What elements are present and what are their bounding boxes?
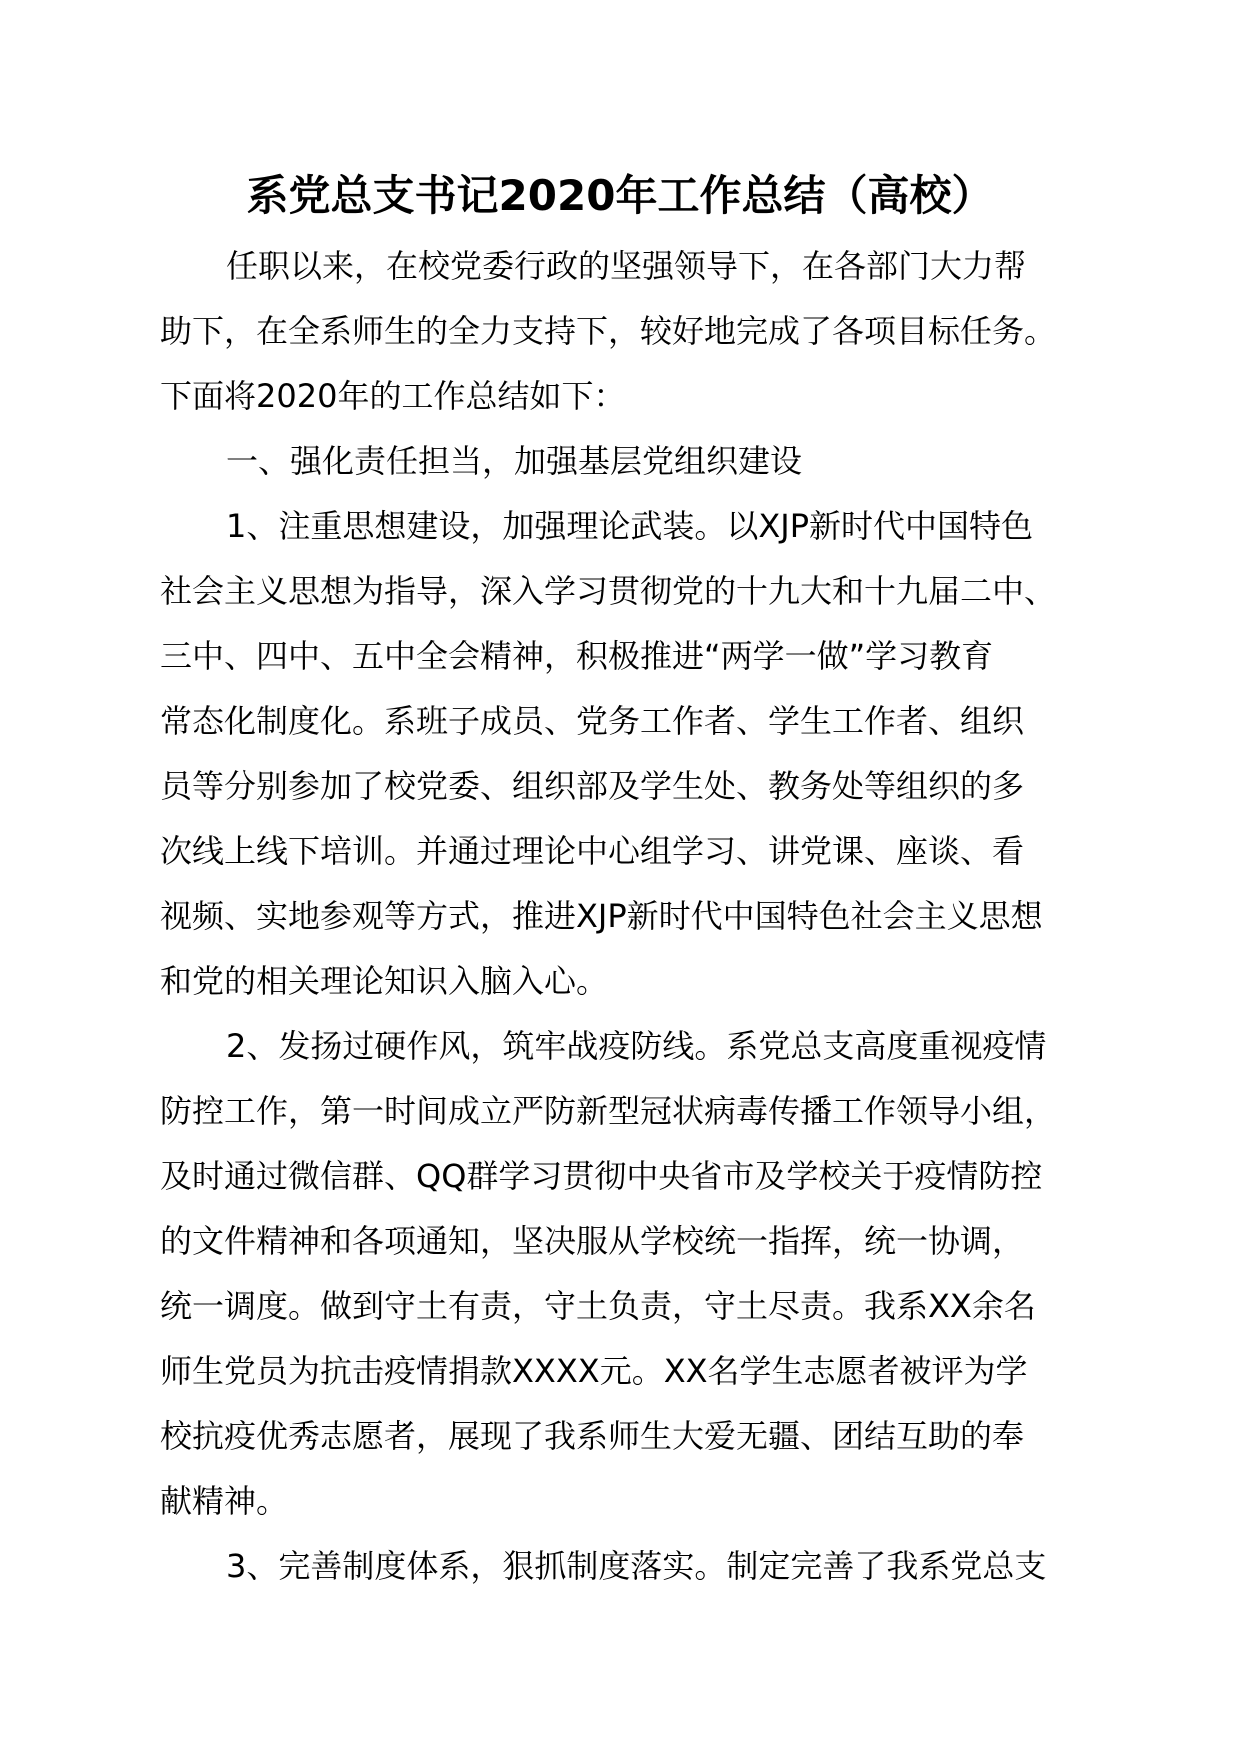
- text-line: 献精神。: [160, 1482, 289, 1520]
- text-line: 助下，在全系师生的全力支持下，较好地完成了各项目标任务。: [160, 312, 1057, 350]
- text-line: 三中、四中、五中全会精神，积极推进“两学一做”学习教育: [160, 637, 994, 675]
- text-line: 常态化制度化。系班子成员、党务工作者、学生工作者、组织: [160, 702, 1025, 740]
- text-line: 及时通过微信群、QQ群学习贯彻中央省市及学校关于疫情防控: [160, 1157, 1043, 1195]
- text-line: 3、完善制度体系，狠抓制度落实。制定完善了我系党总支: [226, 1547, 1047, 1585]
- text-line: 1、注重思想建设，加强理论武装。以XJP新时代中国特色: [226, 507, 1034, 545]
- text-line: 任职以来，在校党委行政的坚强领导下，在各部门大力帮: [226, 247, 1027, 285]
- text-line: 2、发扬过硬作风，筑牢战疫防线。系党总支高度重视疫情: [226, 1027, 1047, 1065]
- text-line: 校抗疫优秀志愿者，展现了我系师生大爱无疆、团结互助的奉: [160, 1417, 1025, 1455]
- text-line: 的文件精神和各项通知，坚决服从学校统一指挥，统一协调，: [160, 1222, 1025, 1260]
- document-body: [160, 234, 1120, 1599]
- text-line: 次线上线下培训。并通过理论中心组学习、讲党课、座谈、看: [160, 832, 1025, 870]
- text-line: 社会主义思想为指导，深入学习贯彻党的十九大和十九届二中、: [160, 572, 1057, 610]
- text-line: 下面将2020年的工作总结如下：: [160, 377, 626, 415]
- text-line: 统一调度。做到守土有责，守土负责，守土尽责。我系XX余名: [160, 1287, 1036, 1325]
- document-title: 系党总支书记2020年工作总结（高校）: [246, 171, 994, 220]
- text-line: 师生党员为抗击疫情捐款XXXX元。XX名学生志愿者被评为学: [160, 1352, 1028, 1390]
- text-line: 和党的相关理论知识入脑入心。: [160, 962, 609, 1000]
- text-line: 一、强化责任担当，加强基层党组织建设: [226, 442, 803, 480]
- text-line: 防控工作，第一时间成立严防新型冠状病毒传播工作领导小组，: [160, 1092, 1057, 1130]
- text-line: 视频、实地参观等方式，推进XJP新时代中国特色社会主义思想: [160, 897, 1043, 935]
- text-line: 员等分别参加了校党委、组织部及学生处、教务处等组织的多: [160, 767, 1025, 805]
